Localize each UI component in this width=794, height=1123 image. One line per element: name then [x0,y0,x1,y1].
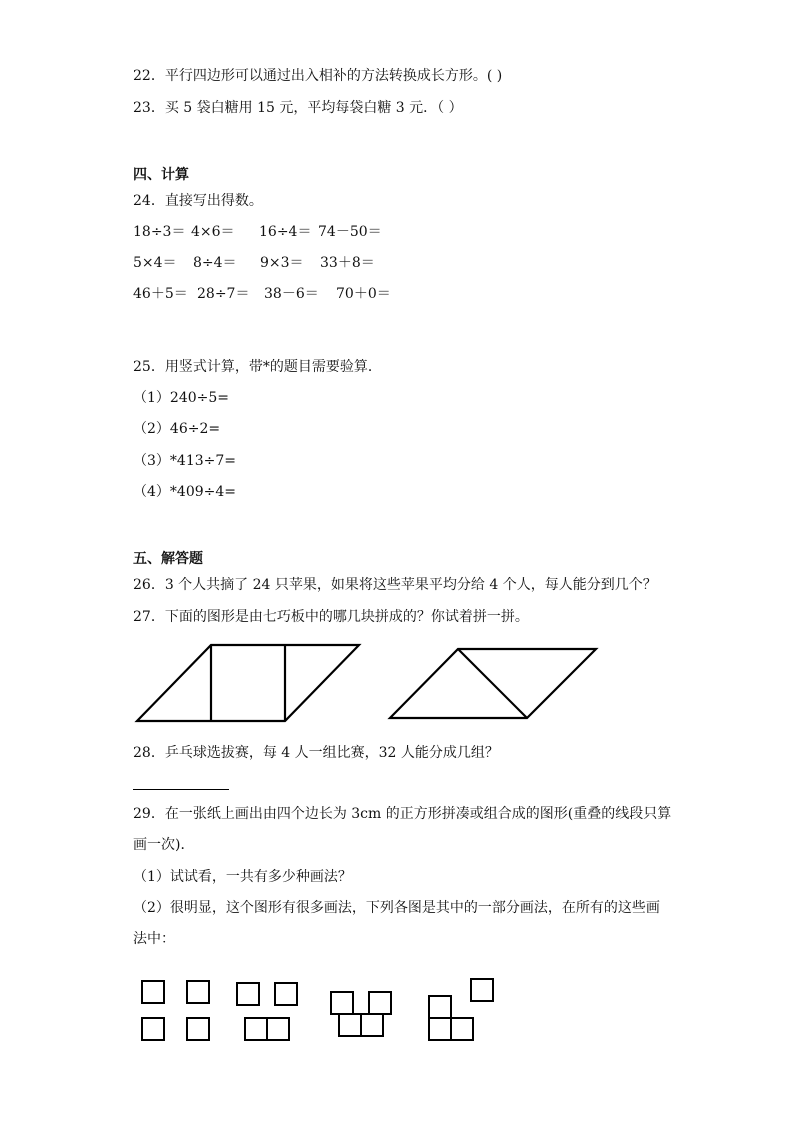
question-27: 27．下面的图形是由七巧板中的哪几块拼成的？你试着拼一拼。 [133,609,529,625]
square [142,1018,164,1040]
section-5-heading: 五、解答题 [133,551,203,567]
arrangement-4 [429,979,493,1040]
calc-item: 5×4＝ [133,255,177,271]
square [142,981,164,1003]
calc-item: 70＋0＝ [336,286,391,302]
calc-item: 28÷7＝ [197,286,250,302]
calc-item: 18÷3＝ [133,224,186,240]
calc-item: 38－6＝ [264,286,319,302]
square-arrangements-svg [133,972,503,1047]
square [275,983,297,1005]
tangram-trapezoid-svg [385,645,600,725]
calc-item: 46＋5＝ [133,286,188,302]
question-29-sub-2-line-1: （2）很明显，这个图形有很多画法，下列各图是其中的一部分画法，在所有的这些画 [133,900,660,916]
question-24: 24．直接写出得数。 [133,193,263,209]
square [471,979,493,1001]
square [245,1018,267,1040]
answer-blank-line [133,789,229,790]
square [361,1014,383,1036]
square [187,981,209,1003]
question-29-line-1: 29．在一张纸上画出由四个边长为 3cm 的正方形拼凑或组合成的图形(重叠的线段只算 [133,806,672,822]
arrangement-2 [237,983,297,1040]
tangram-parallelogram-svg [133,640,363,725]
calc-item: 33＋8＝ [320,255,375,271]
question-22: 22．平行四边形可以通过出入相补的方法转换成长方形。( ) [133,68,503,84]
parallelogram-outline [137,645,359,721]
tangram-parallelogram-figure [133,640,363,725]
question-29-sub-2-line-2: 法中： [133,931,175,947]
question-23: 23．买 5 袋白糖用 15 元，平均每袋白糖 3 元．（ ） [133,100,463,116]
square [331,992,353,1014]
vertical-calc-3: （3）*413÷7= [133,453,236,469]
square [429,996,451,1018]
question-25: 25．用竖式计算，带*的题目需要验算． [133,359,382,375]
calc-item: 8÷4＝ [193,255,237,271]
question-26: 26．3 个人共摘了 24 只苹果，如果将这些苹果平均分给 4 个人，每人能分到几个？ [133,577,657,593]
square [339,1014,361,1036]
calc-item: 9×3＝ [260,255,304,271]
vertical-calc-2: （2）46÷2= [133,421,221,437]
square [429,1018,451,1040]
vertical-calc-4: （4）*409÷4= [133,484,236,500]
square-arrangements-figure [133,972,503,1047]
vertical-calc-1: （1）240÷5= [133,390,229,406]
square [451,1018,473,1040]
square [237,983,259,1005]
question-29-sub-1: （1）试试看，一共有多少种画法？ [133,869,352,885]
diagonal-line [458,649,527,718]
section-4-heading: 四、计算 [133,167,189,183]
tangram-trapezoid-figure [385,645,600,725]
arrangement-1 [142,981,209,1040]
question-28: 28．乒乓球选拔赛，每 4 人一组比赛，32 人能分成几组？ [133,745,499,761]
square [267,1018,289,1040]
question-29-line-2: 画一次)． [133,837,195,853]
square [187,1018,209,1040]
calc-item: 74－50＝ [318,224,382,240]
calc-item: 4×6＝ [191,224,235,240]
calc-item: 16÷4＝ [259,224,312,240]
square [369,992,391,1014]
arrangement-3 [331,992,391,1036]
